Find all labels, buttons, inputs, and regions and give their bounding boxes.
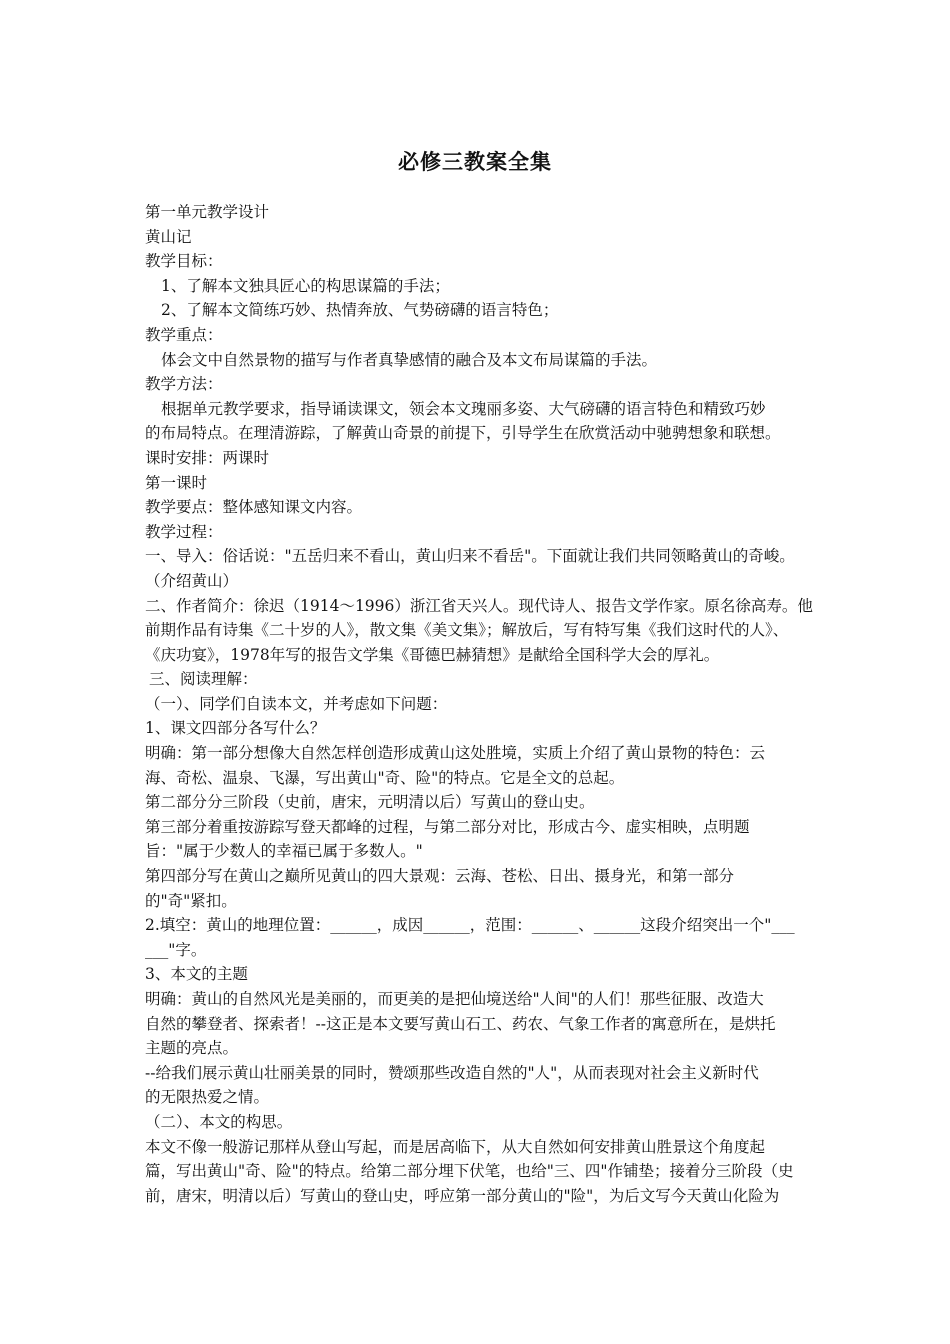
paragraph-line: 课时安排：两课时 (145, 448, 270, 467)
paragraph-line: 第四部分写在黄山之巅所见黄山的四大景观：云海、苍松、日出、摄身光，和第一部分 (145, 867, 735, 886)
paragraph-line: 根据单元教学要求，指导诵读课文，领会本文瑰丽多姿、大气磅礴的语言特色和精致巧妙 (161, 399, 766, 418)
paragraph-line: （一）、同学们自读本文，并考虑如下问题： (145, 694, 448, 713)
paragraph-line: 教学重点： (145, 325, 223, 344)
paragraph-line: 3、本文的主题 (145, 965, 248, 984)
paragraph-line: 篇，写出黄山"奇、险"的特点。给第二部分埋下伏笔，也给"三、四"作铺垫；接着分三阶段（史 (145, 1162, 794, 1181)
paragraph-line: （介绍黄山） (145, 571, 239, 590)
paragraph-line: 1、课文四部分各写什么？ (145, 719, 326, 738)
paragraph-line: 主题的亮点。 (145, 1039, 239, 1058)
paragraph-line: 前期作品有诗集《二十岁的人》，散文集《美文集》；解放后，写有特写集《我们这时代的人》、 (145, 621, 789, 640)
paragraph-line: 海、奇松、温泉、飞瀑，写出黄山"奇、险"的特点。它是全文的总起。 (145, 768, 625, 787)
paragraph-line: 本文不像一般游记那样从登山写起，而是居高临下，从大自然如何安排黄山胜景这个角度起 (145, 1137, 766, 1156)
paragraph-line: 明确：黄山的自然风光是美丽的，而更美的是把仙境送给"人间"的人们！那些征服、改造大 (145, 990, 764, 1008)
paragraph-line: 教学过程： (145, 522, 223, 541)
paragraph-line: 一、导入：俗话说："五岳归来不看山，黄山归来不看岳"。下面就让我们共同领略黄山的奇峻。 (145, 547, 795, 566)
paragraph-line: 的无限热爱之情。 (145, 1088, 270, 1107)
paragraph-line: 前，唐宋，明清以后）写黄山的登山史，呼应第一部分黄山的"险"，为后文写今天黄山化险为 (145, 1186, 780, 1205)
paragraph-line: 的布局特点。在理清游踪，了解黄山奇景的前提下，引导学生在欣赏活动中驰骋想象和联想。 (145, 424, 781, 443)
paragraph-line: 《庆功宴》，1978年写的报告文学集《哥德巴赫猜想》是献给全国科学大会的厚礼。 (145, 645, 720, 664)
paragraph-line: 明确：第一部分想像大自然怎样创造形成黄山这处胜境，实质上介绍了黄山景物的特色：云 (145, 744, 766, 763)
paragraph-line: 教学要点：整体感知课文内容。 (145, 498, 363, 517)
paragraph-line: 教学目标： (145, 252, 223, 271)
document-title: 必修三教案全集 (398, 150, 552, 174)
paragraph-line: --给我们展示黄山壮丽美景的同时，赞颂那些改造自然的"人"，从而表现对社会主义新时代 (145, 1063, 759, 1082)
paragraph-line: 第一课时 (145, 473, 208, 492)
paragraph-line: 体会文中自然景物的描写与作者真挚感情的融合及本文布局谋篇的手法。 (161, 350, 658, 369)
paragraph-line: ___"字。 (145, 940, 207, 959)
paragraph-line: 2、了解本文简练巧妙、热情奔放、气势磅礴的语言特色； (161, 301, 559, 320)
paragraph-line: 黄山记 (145, 227, 192, 246)
paragraph-line: 旨："属于少数人的幸福已属于多数人。" (145, 842, 423, 861)
document-body (145, 200, 815, 1208)
paragraph-line: 第一单元教学设计 (145, 203, 270, 221)
paragraph-line: 二、作者简介：徐迟（1914～1996）浙江省天兴人。现代诗人、报告文学作家。原名徐高寿。他 (145, 596, 813, 615)
paragraph-line: 第三部分着重按游踪写登天都峰的过程，与第二部分对比，形成古今、虚实相映，点明题 (145, 817, 750, 836)
paragraph-line: 2.填空：黄山的地理位置：______，成因______，范围：______、______这段介绍突出一个"___ (145, 916, 795, 935)
paragraph-line: 的"奇"紧扣。 (145, 891, 237, 910)
paragraph-line: 第二部分分三阶段（史前，唐宋，元明清以后）写黄山的登山史。 (145, 793, 595, 812)
paragraph-line: （二）、本文的构思。 (145, 1112, 293, 1131)
paragraph-line: 教学方法： (145, 375, 223, 394)
paragraph-line: 自然的攀登者、探索者！--这正是本文要写黄山石工、药农、气象工作者的寓意所在，是烘托 (145, 1014, 776, 1033)
paragraph-line: 三、阅读理解： (149, 670, 258, 689)
paragraph-line: 1、了解本文独具匠心的构思谋篇的手法； (161, 276, 450, 295)
